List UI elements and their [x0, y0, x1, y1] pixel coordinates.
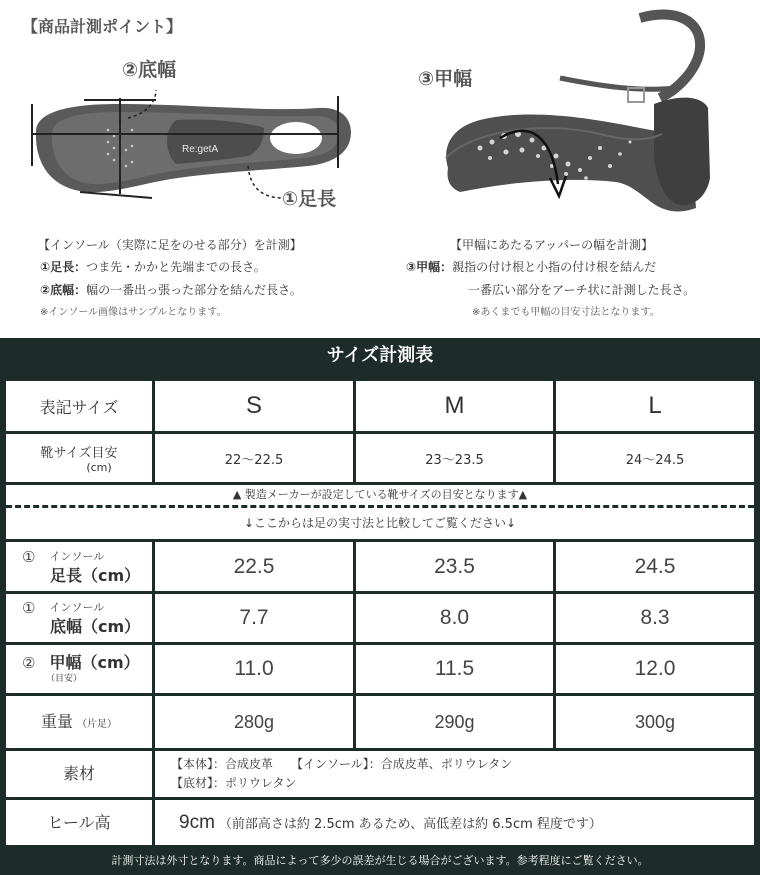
insole-desc-1-body: つま先・かかと先端までの長さ。 — [86, 260, 266, 274]
width-label: ②底幅 — [122, 59, 177, 81]
compare-note-row — [6, 505, 754, 539]
dashed-divider — [6, 505, 754, 508]
instep-desc-line1 — [406, 258, 656, 275]
heel-label-cell — [6, 800, 152, 845]
shoe-size-s-cell — [155, 434, 353, 482]
shoe-size-m: 23～23.5 — [425, 452, 484, 468]
measure-value-cell — [556, 542, 754, 591]
size-s: S — [245, 392, 262, 419]
material-value-cell — [155, 751, 754, 797]
weight-s-cell — [155, 696, 353, 748]
weight-sub: （片足） — [77, 718, 117, 730]
weight-label-cell — [6, 696, 152, 748]
material-line2: 【底材】：ポリウレタン — [171, 776, 297, 790]
insole-desc-2-head: ②底幅： — [40, 283, 87, 297]
insole-desc-1-head: ①足長： — [40, 260, 87, 274]
heel-value-cell — [155, 800, 754, 845]
measure-label-cell — [6, 645, 152, 693]
header-label-cell — [6, 381, 152, 431]
insole-brand-label: Re:getA — [182, 144, 219, 155]
measure-value: 11.5 — [434, 657, 475, 680]
instep-desc-head: ③甲幅： — [406, 260, 453, 274]
size-s-cell — [155, 381, 353, 431]
size-m-cell — [356, 381, 553, 431]
measure-value: 8.3 — [640, 606, 670, 629]
insole-desc-title: 【インソール（実際に足をのせる部分）を計測】 — [38, 238, 302, 252]
measure-sub: インソール — [49, 549, 105, 563]
measure-value: 23.5 — [434, 554, 475, 578]
measure-value: 24.5 — [634, 554, 676, 578]
shoe-size-unit: (cm) — [86, 461, 112, 474]
size-table-title: サイズ計測表 — [326, 345, 434, 366]
measure-label-cell — [6, 594, 152, 642]
insole-desc-2 — [40, 281, 302, 298]
instep-note: ※あくまでも甲幅の目安寸法となります。 — [472, 307, 660, 318]
instep-desc-body1: 親指の付け根と小指の付け根を結んだ — [452, 260, 657, 274]
weight-m: 290g — [434, 711, 475, 732]
measure-value-cell — [356, 645, 553, 693]
weight-m-cell — [356, 696, 553, 748]
measure-label-cell — [6, 542, 152, 591]
measure-sub: インソール — [49, 601, 105, 614]
instep-desc-title: 【甲幅にあたるアッパーの幅を計測】 — [450, 238, 654, 252]
insole-desc-2-body: 幅の一番出っ張った部分を結んだ長さ。 — [86, 283, 302, 297]
measure-value-cell — [356, 542, 553, 591]
shoe-size-m-cell — [356, 434, 553, 482]
maker-note: ▲ 製造メーカーが設定している靴サイズの目安となります▲ — [6, 485, 754, 505]
heel-value: 9cm — [179, 811, 215, 833]
measure-value-cell — [356, 594, 553, 642]
heel-hole — [270, 122, 322, 154]
weight-s: 280g — [233, 711, 275, 732]
measure-value-cell — [556, 594, 754, 642]
measure-main: 足長（cm） — [50, 565, 141, 585]
size-l-cell — [556, 381, 754, 431]
insole-note: ※インソール画像はサンプルとなります。 — [40, 307, 227, 318]
shoe-illustration — [440, 8, 720, 218]
length-label: ①足長 — [282, 188, 337, 210]
measure-value: 12.0 — [634, 657, 676, 680]
instep-desc-line2: 一番広い部分をアーチ状に計測した長さ。 — [468, 283, 696, 297]
section-title: 【商品計測ポイント】 — [22, 17, 183, 36]
footer-note: 計測寸法は外寸となります。商品によって多少の誤差が生じる場合がございます。参考程度にご覧ください。 — [111, 854, 649, 867]
weight-label: 重量 — [40, 712, 73, 731]
heel-label: ヒール高 — [47, 812, 111, 832]
measure-circle: ② — [22, 654, 36, 672]
shoe-size-label-cell — [6, 434, 152, 482]
compare-note: ↓ここからは足の実寸法と比較してご覧ください↓ — [243, 516, 517, 530]
measure-value: 7.7 — [239, 606, 269, 629]
heel-note: （前部高さは約 2.5cm あるため、高低差は約 6.5cm 程度です） — [218, 817, 602, 832]
measure-value-cell — [155, 645, 353, 693]
measure-value-cell — [155, 542, 353, 591]
size-m: M — [444, 392, 465, 419]
measure-circle: ① — [22, 599, 36, 617]
measure-value: 8.0 — [439, 606, 470, 629]
header-label: 表記サイズ — [39, 397, 119, 417]
insole-desc-1 — [40, 258, 266, 275]
shoe-size-s: 22～22.5 — [224, 452, 284, 468]
instep-label: ③甲幅 — [418, 68, 473, 90]
shoe-size-l: 24～24.5 — [625, 452, 685, 468]
shoe-size-l-cell — [556, 434, 754, 482]
measure-main: 底幅（cm） — [50, 617, 141, 636]
measure-value-cell — [155, 594, 353, 642]
material-line1: 【本体】：合成皮革 【インソール】：合成皮革、ポリウレタン — [171, 757, 513, 771]
material-label: 素材 — [62, 764, 95, 783]
measure-value: 11.0 — [234, 657, 274, 680]
measure-value-cell — [556, 645, 754, 693]
size-table-header-bar — [0, 338, 760, 373]
weight-l-cell — [556, 696, 754, 748]
measure-sub: （目安） — [46, 674, 83, 684]
shoe-size-label: 靴サイズ目安 — [40, 446, 118, 461]
weight-l: 300g — [634, 711, 676, 732]
size-l: L — [648, 392, 662, 419]
material-label-cell — [6, 751, 152, 797]
measure-main: 甲幅（cm） — [49, 653, 140, 672]
measurement-points-section — [0, 0, 760, 338]
measure-circle: ① — [22, 547, 36, 566]
measure-value: 22.5 — [233, 554, 275, 578]
